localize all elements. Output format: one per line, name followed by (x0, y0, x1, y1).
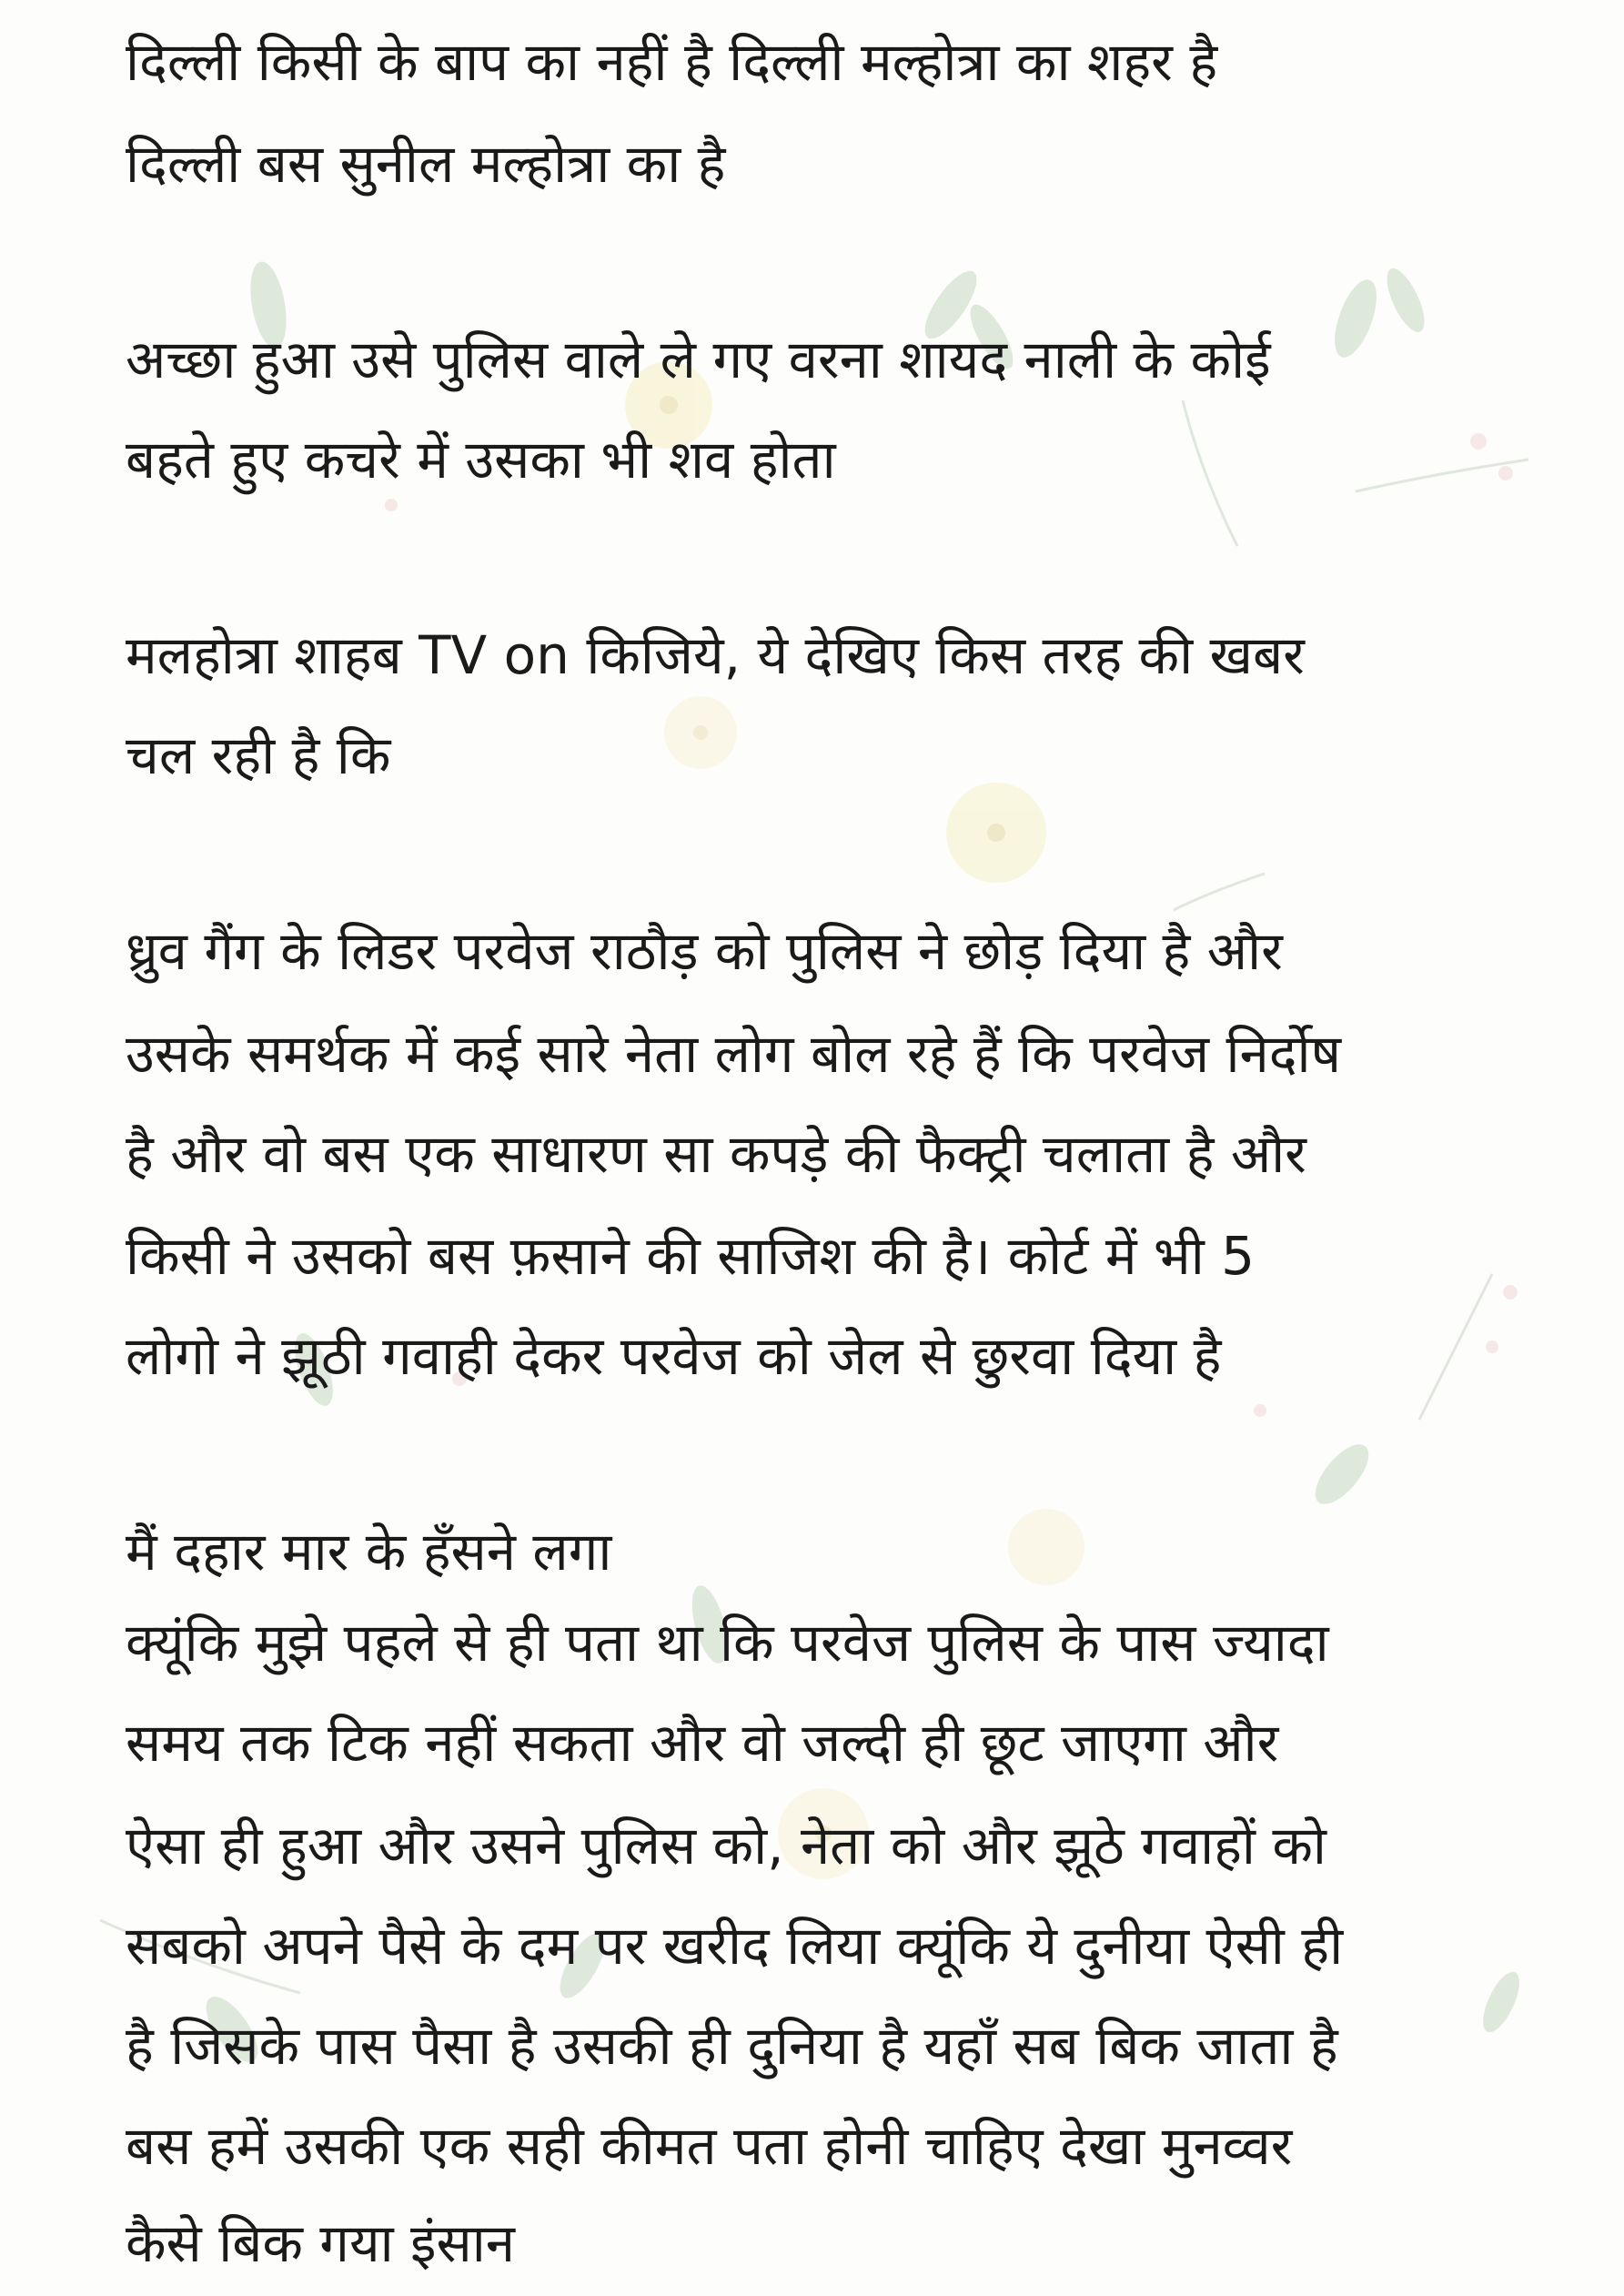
text-line: बस हमें उसकी एक सही कीमत पता होनी चाहिए देखा मुनव्वर (126, 2115, 1293, 2177)
text-line: दिल्ली किसी के बाप का नहीं है दिल्ली मल्होत्रा का शहर है (126, 31, 1218, 93)
text-line: दिल्ली बस सुनील मल्होत्रा का है (126, 133, 726, 195)
text-line: मैं दहार मार के हँसने लगा (126, 1521, 612, 1583)
text-line: ध्रुव गैंग के लिडर परवेज राठौड़ को पुलिस ने छोड़ दिया है और (126, 920, 1283, 982)
text-line: अच्छा हुआ उसे पुलिस वाले ले गए वरना शायद नाली के कोई (126, 329, 1271, 390)
text-line: समय तक टिक नहीं सकता और वो जल्दी ही छूट जाएगा और (126, 1712, 1279, 1774)
text-line: ऐसा ही हुआ और उसने पुलिस को, नेता को और झूठे गवाहों को (126, 1815, 1326, 1876)
text-line: चल रही है कि (126, 724, 391, 786)
text-line: है जिसके पास पैसा है उसकी ही दुनिया है यहाँ सब बिक जाता है (126, 2015, 1338, 2077)
text-line: उसके समर्थक में कई सारे नेता लोग बोल रहे हैं कि परवेज निर्दोष (126, 1023, 1342, 1085)
text-line: है और वो बस एक साधारण सा कपड़े की फैक्ट्री चलाता है और (126, 1123, 1306, 1185)
text-line: मलहोत्रा शाहब TV on किजिये, ये देखिए किस तरह की खबर (126, 624, 1305, 686)
text-line: सबको अपने पैसे के दम पर खरीद लिया क्यूंकि ये दुनीया ऐसी ही (126, 1915, 1344, 1977)
text-line: क्यूंकि मुझे पहले से ही पता था कि परवेज पुलिस के पास ज्यादा (126, 1612, 1329, 1674)
text-line: किसी ने उसको बस फ़साने की साजिश की है। कोर्ट में भी 5 (126, 1225, 1256, 1287)
text-line: बहते हुए कचरे में उसका भी शव होता (126, 429, 836, 491)
text-line: लोगो ने झूठी गवाही देकर परवेज को जेल से छुरवा दिया है (126, 1325, 1222, 1387)
text-line: कैसे बिक गया इंसान (126, 2212, 515, 2274)
